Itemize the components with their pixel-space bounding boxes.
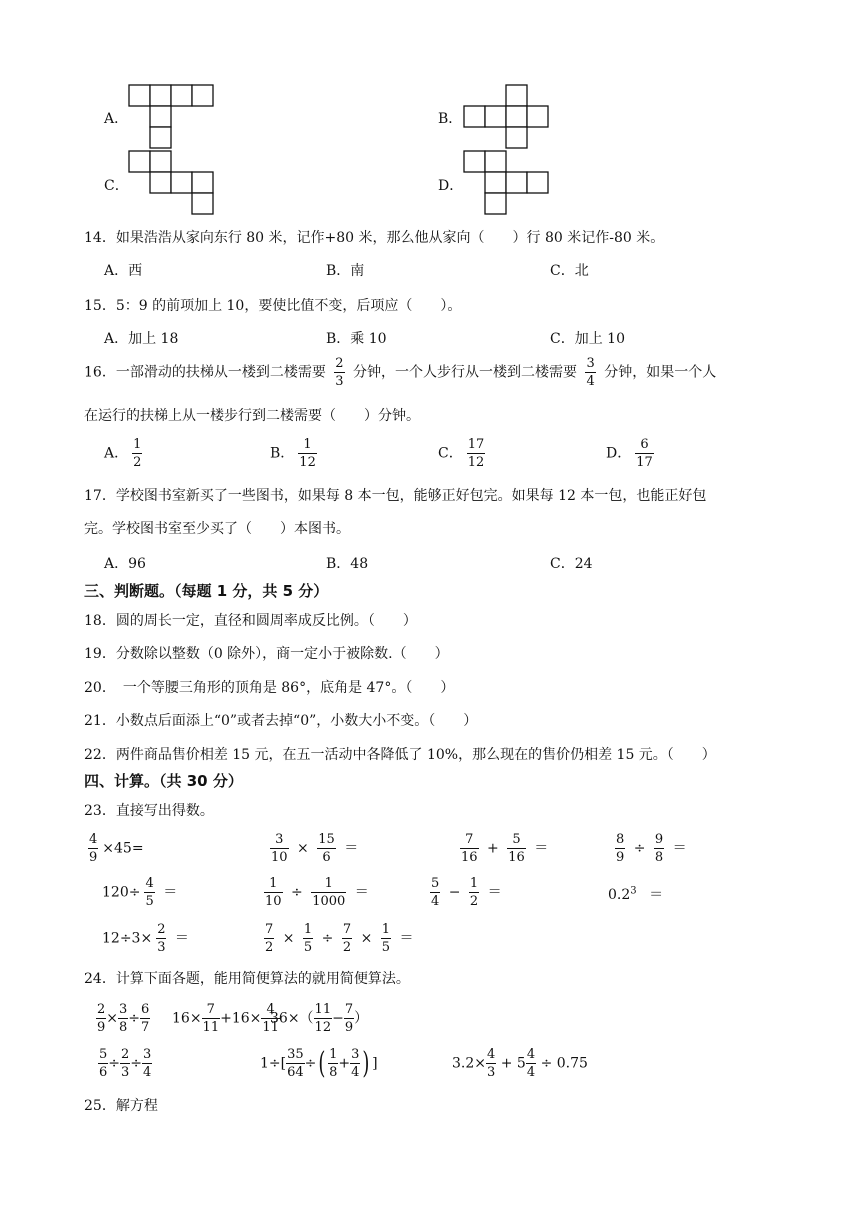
question-18: 18．圆的周长一定，直径和圆周率成反比例。（ ） <box>84 613 417 629</box>
question-25-stem: 25．解方程 <box>84 1098 158 1114</box>
option-d-label: D． <box>438 178 464 194</box>
q23-expression-4: $\frac{8}{9}$ ÷ $\frac{9}{8}$ ＝ <box>616 832 687 865</box>
question-20: 20． 一个等腰三角形的顶角是 86°，底角是 47°。（ ） <box>84 680 455 696</box>
section-3-title: 三、判断题。（每题 1 分，共 5 分） <box>84 582 329 600</box>
q23-expression-1: $\frac{4}{9}$ ×45= <box>89 832 144 865</box>
question-24-stem: 24．计算下面各题，能用简便算法的就用简便算法。 <box>84 971 410 987</box>
question-14-option-b: B．南 <box>326 263 365 279</box>
question-22: 22．两件商品售价相差 15 元，在五一活动中各降低了 10%，那么现在的售价仍相差 15 元。（ ） <box>84 747 716 763</box>
q24-expression-3: 36×（ $\frac{11}{12}$ − $\frac{7}{9}$ ） <box>270 1002 369 1035</box>
q23-expression-9: 12÷3× $\frac{2}{3}$ ＝ <box>102 922 189 955</box>
net-a-figure <box>128 84 218 150</box>
question-14-stem: 14．如果浩浩从家向东行 80 米，记作+80 米，那么他从家向（ ）行 80 米记作-80 米。 <box>84 230 665 246</box>
question-15-option-a: A．加上 18 <box>104 331 179 347</box>
q24-expression-2: 16× $\frac{7}{11}$ +16× $\frac{4}{11}$ <box>172 1002 279 1035</box>
question-16-option-d: D． $\frac{6}{17}$ <box>606 437 653 470</box>
q24-expression-6: 3.2× $\frac{4}{3}$ + 5 $\frac{4}{4}$ ÷ 0.75 <box>452 1047 588 1080</box>
q23-expression-10: $\frac{7}{2}$ × $\frac{1}{5}$ ÷ $\frac{7}{2}$ × $\frac{1}{5}$ ＝ <box>265 922 414 955</box>
net-b-figure <box>463 84 553 150</box>
q23-expression-3: $\frac{7}{16}$ + $\frac{5}{16}$ ＝ <box>461 832 549 865</box>
question-15-option-c: C．加上 10 <box>550 331 625 347</box>
question-23-stem: 23．直接写出得数。 <box>84 803 214 819</box>
question-16-option-c: C． $\frac{17}{12}$ <box>438 437 485 470</box>
question-16-line2: 在运行的扶梯上从一楼步行到二楼需要（ ）分钟。 <box>84 408 420 424</box>
q24-expression-5: 1÷[ $\frac{35}{64}$ ÷( $\frac{1}{8}$ + $\frac{3}{4}$ ) ] <box>260 1045 378 1081</box>
option-a-label: A． <box>104 111 129 127</box>
q23-expression-2: $\frac{3}{10}$ × $\frac{15}{6}$ ＝ <box>271 832 359 865</box>
section-4-title: 四、计算。（共 30 分） <box>84 772 243 790</box>
question-16-option-a: A． $\frac{1}{2}$ <box>104 437 142 470</box>
question-17-option-b: B．48 <box>326 556 369 572</box>
q23-expression-5: 120÷ $\frac{4}{5}$ ＝ <box>102 876 178 909</box>
question-14-option-a: A．西 <box>104 263 143 279</box>
question-14-option-c: C．北 <box>550 263 589 279</box>
option-c-label: C． <box>104 178 129 194</box>
question-19: 19．分数除以整数（0 除外），商一定小于被除数.（ ） <box>84 646 449 662</box>
question-15-stem: 15．5：9 的前项加上 10，要使比值不变，后项应（ ）。 <box>84 298 462 314</box>
question-17-option-c: C．24 <box>550 556 593 572</box>
q23-expression-6: $\frac{1}{10}$ ÷ $\frac{1}{1000}$ ＝ <box>265 876 369 909</box>
q24-expression-1: $\frac{2}{9}$ × $\frac{3}{8}$ ÷ $\frac{6}{7}$ <box>97 1002 150 1035</box>
fraction: $\frac{3}{4}$ <box>586 356 595 389</box>
question-21: 21．小数点后面添上“0”或者去掉“0”，小数大小不变。（ ） <box>84 713 478 729</box>
question-17-line1: 17．学校图书室新买了一些图书，如果每 8 本一包，能够正好包完。如果每 12 本一包，也能正好包 <box>84 488 707 504</box>
question-16-option-b: B． $\frac{1}{12}$ <box>270 437 316 470</box>
q23-expression-7: $\frac{5}{4}$ − $\frac{1}{2}$ ＝ <box>431 876 502 909</box>
question-15-option-b: B．乘 10 <box>326 331 387 347</box>
question-17-line2: 完。学校图书室至少买了（ ）本图书。 <box>84 521 350 537</box>
net-c-figure <box>128 150 218 218</box>
option-b-label: B． <box>438 111 463 127</box>
fraction: $\frac{2}{3}$ <box>335 356 344 389</box>
q23-expression-8: $0.2^3$ ＝ <box>608 885 664 903</box>
net-d-figure <box>463 150 553 218</box>
question-17-option-a: A．96 <box>104 556 146 572</box>
q24-expression-4: $\frac{5}{6}$ ÷ $\frac{2}{3}$ ÷ $\frac{3}{4}$ <box>99 1047 152 1080</box>
question-16-line1: 16．一部滑动的扶梯从一楼到二楼需要 $\frac{2}{3}$ 分钟，一个人步行从一楼到二楼需要 $\frac{3}{4}$ 分钟，如果一个人 <box>84 356 717 389</box>
